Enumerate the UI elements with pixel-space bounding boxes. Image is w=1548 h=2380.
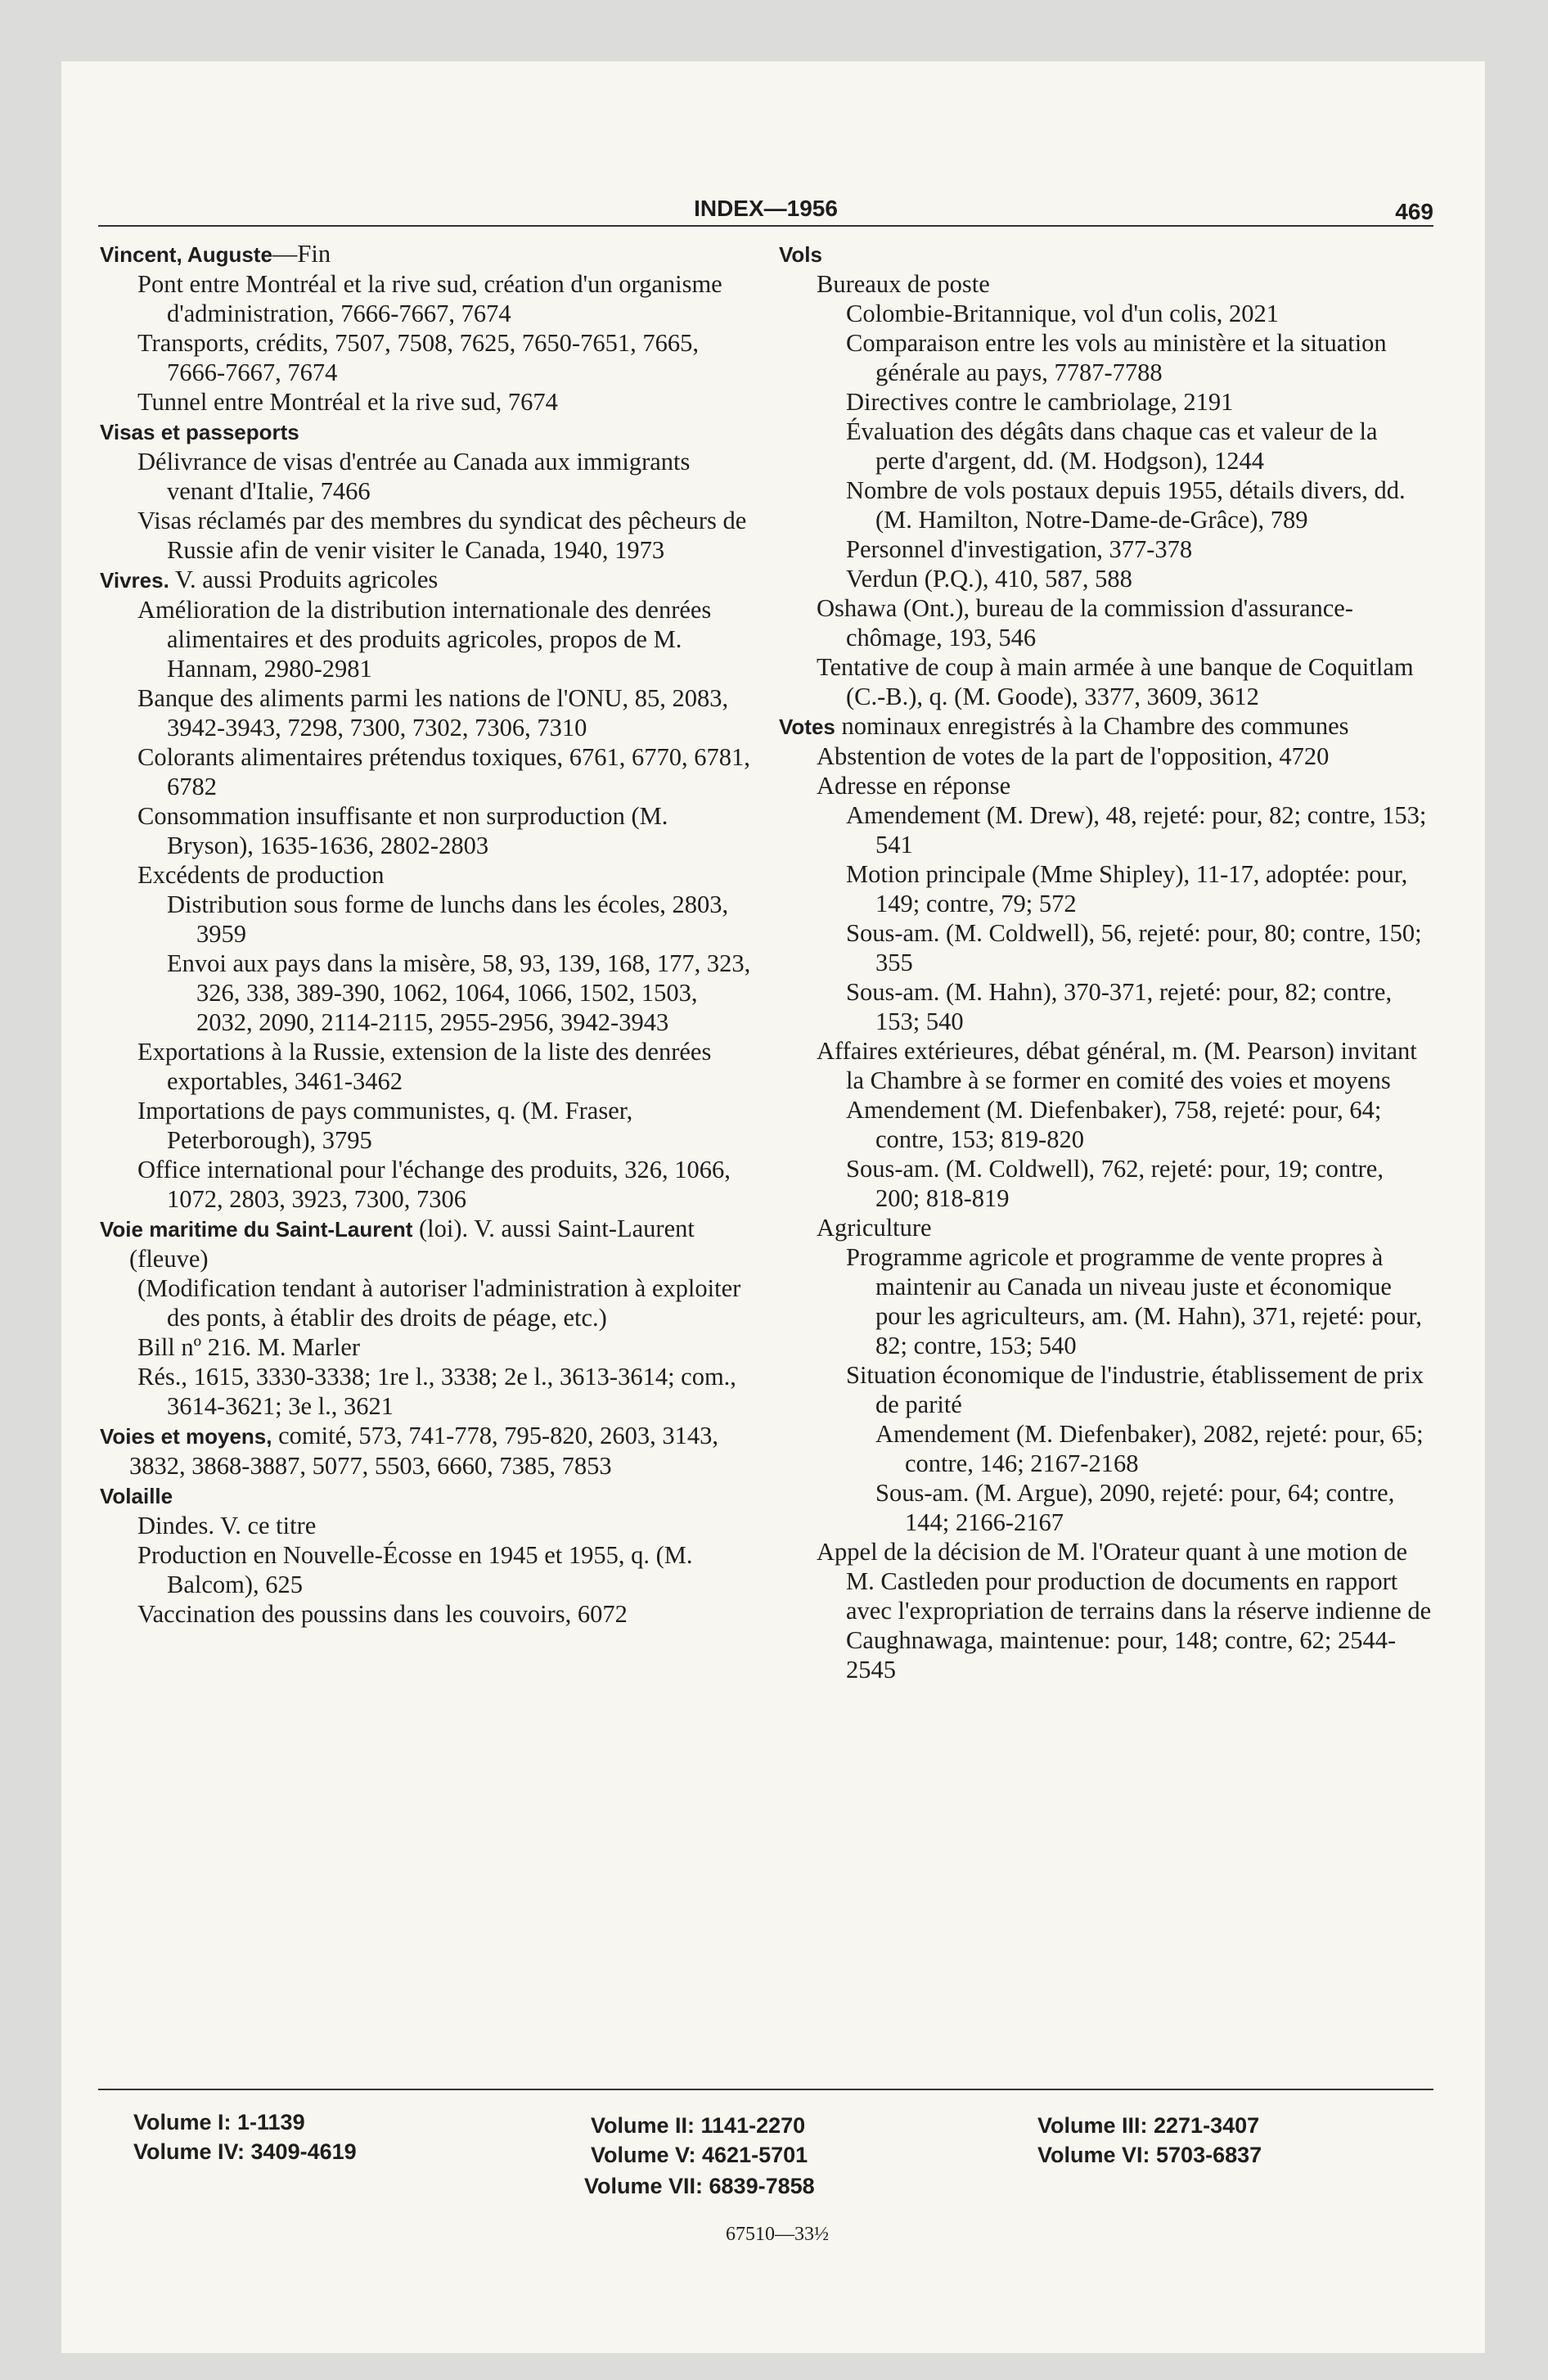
index-entry <box>100 565 754 1214</box>
subentry: Sous-am. (M. Coldwell), 762, rejeté: pour, 19; contre, 200; 818-819 <box>846 1155 1384 1212</box>
entry-heading-line <box>100 565 754 595</box>
index-entry <box>779 711 1433 1684</box>
entry-heading-line <box>100 1481 754 1511</box>
entry-heading-detail: V. aussi Produits agricoles <box>169 566 439 593</box>
subentry: Exportations à la Russie, extension de la liste des denrées exportables, 3461-3462 <box>137 1038 712 1095</box>
entry-heading-line <box>100 1421 754 1481</box>
entry-heading-detail: comité, 573, 741-778, 795-820, 2603, 3143, 3832, 3868-3887, 5077, 5503, 6660, 7385, 7853 <box>129 1422 719 1480</box>
entry-heading: Vivres. <box>100 568 169 593</box>
volume-range: Volume I: 1-1139 <box>133 2110 305 2134</box>
volume-range: Volume III: 2271-3407 <box>1037 2113 1260 2138</box>
index-entry <box>100 1481 754 1629</box>
subentry: Agriculture <box>817 1214 932 1242</box>
entry-heading-line <box>100 417 754 447</box>
subentry: Nombre de vols postaux depuis 1955, détails divers, dd. (M. Hamilton, Notre-Dame-de-Grâce), 789 <box>846 476 1406 534</box>
subentry: Comparaison entre les vols au ministère et la situation générale au pays, 7787-7788 <box>846 329 1387 386</box>
entry-heading-detail: —Fin <box>272 240 331 268</box>
subentry: Personnel d'investigation, 377-378 <box>846 535 1193 563</box>
subentry: Délivrance de visas d'entrée au Canada aux immigrants venant d'Italie, 7466 <box>137 448 691 505</box>
subentry: Banque des aliments parmi les nations de l'ONU, 85, 2083, 3942-3943, 7298, 7300, 7302, 7306, 7310 <box>137 684 729 741</box>
subentry: Adresse en réponse <box>817 772 1011 800</box>
subentry: Verdun (P.Q.), 410, 587, 588 <box>846 565 1132 593</box>
footer-rule <box>98 2089 1433 2090</box>
entry-heading: Vols <box>779 242 822 267</box>
subentry: Excédents de production <box>137 861 385 889</box>
index-entry <box>100 417 754 565</box>
subentry: Amendement (M. Diefenbaker), 758, rejeté: pour, 64; contre, 153; 819-820 <box>846 1096 1382 1153</box>
entry-heading: Votes <box>779 714 835 739</box>
volume-range: Volume IV: 3409-4619 <box>133 2139 357 2164</box>
subentry: Motion principale (Mme Shipley), 11-17, adoptée: pour, 149; contre, 79; 572 <box>846 860 1408 917</box>
index-entry <box>100 239 754 417</box>
volume-range: Volume VII: 6839-7858 <box>584 2174 815 2198</box>
subentry: Office international pour l'échange des produits, 326, 1066, 1072, 2803, 3923, 7300, 7306 <box>137 1156 731 1213</box>
volume-range: Volume VI: 5703-6837 <box>1037 2143 1262 2167</box>
entry-heading-detail: nominaux enregistrés à la Chambre des communes <box>835 712 1349 740</box>
entry-heading: Voies et moyens, <box>100 1424 272 1449</box>
subentry: Évaluation des dégâts dans chaque cas et valeur de la perte d'argent, dd. (M. Hodgson), 1244 <box>846 417 1378 475</box>
left-column <box>100 239 754 1629</box>
subentry: Tunnel entre Montréal et la rive sud, 7674 <box>137 388 558 416</box>
entry-heading: Vincent, Auguste <box>100 242 272 267</box>
page-header <box>98 196 1433 227</box>
subentry: Oshawa (Ont.), bureau de la commission d'assurance-chômage, 193, 546 <box>817 594 1353 651</box>
subentry: Amendement (M. Diefenbaker), 2082, rejeté: pour, 65; contre, 146; 2167-2168 <box>875 1420 1424 1477</box>
subentry: Situation économique de l'industrie, établissement de prix de parité <box>846 1361 1424 1418</box>
subentry: (Modification tendant à autoriser l'administration à exploiter des ponts, à établir des droits de péage, etc.) <box>137 1274 741 1332</box>
subentry: Amendement (M. Drew), 48, rejeté: pour, 82; contre, 153; 541 <box>846 801 1427 859</box>
subentry: Appel de la décision de M. l'Orateur quant à une motion de M. Castleden pour production de documents en rapport avec l'expropriation de terrains dans la réserve indienne de Caughnawaga, maintenue: pour, 148; contre, 62; 2544-2545 <box>817 1538 1432 1684</box>
subentry: Colorants alimentaires prétendus toxiques, 6761, 6770, 6781, 6782 <box>137 743 750 800</box>
subentry: Sous-am. (M. Coldwell), 56, rejeté: pour, 80; contre, 150; 355 <box>846 919 1422 976</box>
entry-heading-line <box>100 239 754 269</box>
subentry: Tentative de coup à main armée à une banque de Coquitlam (C.-B.), q. (M. Goode), 3377, 3609, 3612 <box>817 653 1414 710</box>
subentry: Sous-am. (M. Argue), 2090, rejeté: pour, 64; contre, 144; 2166-2167 <box>875 1479 1395 1536</box>
subentry: Vaccination des poussins dans les couvoirs, 6072 <box>137 1600 628 1628</box>
index-entry <box>779 239 1433 711</box>
entry-heading: Visas et passeports <box>100 420 299 444</box>
volume-range: Volume V: 4621-5701 <box>591 2143 808 2167</box>
subentry: Visas réclamés par des membres du syndicat des pêcheurs de Russie afin de venir visiter le Canada, 1940, 1973 <box>137 507 747 564</box>
subentry: Distribution sous forme de lunchs dans les écoles, 2803, 3959 <box>167 890 729 948</box>
subentry: Production en Nouvelle-Écosse en 1945 et 1955, q. (M. Balcom), 625 <box>137 1541 693 1598</box>
subentry: Programme agricole et programme de vente propres à maintenir au Canada un niveau juste et économique pour les agriculteurs, am. (M. Hahn), 371, rejeté: pour, 82; contre, 153; 540 <box>846 1243 1422 1359</box>
subentry: Envoi aux pays dans la misère, 58, 93, 139, 168, 177, 323, 326, 338, 389-390, 1062, 1064, 1066, 1502, 1503, 2032, 2090, 2114-2115, 2955-2956, 3942-3943 <box>167 949 751 1036</box>
subentry: Colombie-Britannique, vol d'un colis, 2021 <box>846 300 1280 327</box>
page-number: 469 <box>1395 199 1433 224</box>
entry-heading-detail: (loi). V. aussi Saint-Laurent (fleuve) <box>129 1215 695 1273</box>
subentry: Abstention de votes de la part de l'opposition, 4720 <box>817 742 1330 770</box>
subentry: Bureaux de poste <box>817 270 990 298</box>
entry-heading-line <box>779 711 1433 741</box>
subentry: Importations de pays communistes, q. (M. Fraser, Peterborough), 3795 <box>137 1097 633 1154</box>
print-code: 67510—33½ <box>726 2224 829 2245</box>
subentry: Directives contre le cambriolage, 2191 <box>846 388 1234 416</box>
volume-range: Volume II: 1141-2270 <box>591 2113 806 2138</box>
running-title: INDEX—1956 <box>694 196 838 221</box>
entry-heading: Voie maritime du Saint-Laurent <box>100 1217 413 1242</box>
subentry: Amélioration de la distribution internationale des denrées alimentaires et des produits agricoles, propos de M. Hannam, 2980-2981 <box>137 596 712 683</box>
index-entry <box>100 1421 754 1481</box>
entry-heading-line <box>779 239 1433 269</box>
subentry: Pont entre Montréal et la rive sud, création d'un organisme d'administration, 7666-7667, 7674 <box>137 270 722 327</box>
subentry: Bill nº 216. M. Marler <box>137 1333 361 1361</box>
subentry: Rés., 1615, 3330-3338; 1re l., 3338; 2e l., 3613-3614; com., 3614-3621; 3e l., 3621 <box>137 1363 736 1420</box>
subentry: Consommation insuffisante et non surproduction (M. Bryson), 1635-1636, 2802-2803 <box>137 802 668 859</box>
right-column <box>779 239 1433 1684</box>
subentry: Affaires extérieures, débat général, m. (M. Pearson) invitant la Chambre à se former en comité des voies et moyens <box>817 1037 1417 1094</box>
entry-heading: Volaille <box>100 1484 173 1508</box>
subentry: Sous-am. (M. Hahn), 370-371, rejeté: pour, 82; contre, 153; 540 <box>846 978 1393 1035</box>
index-entry <box>100 1214 754 1421</box>
subentry: Transports, crédits, 7507, 7508, 7625, 7650-7651, 7665, 7666-7667, 7674 <box>137 329 699 386</box>
subentry: Dindes. V. ce titre <box>137 1512 317 1539</box>
entry-heading-line <box>100 1214 754 1273</box>
